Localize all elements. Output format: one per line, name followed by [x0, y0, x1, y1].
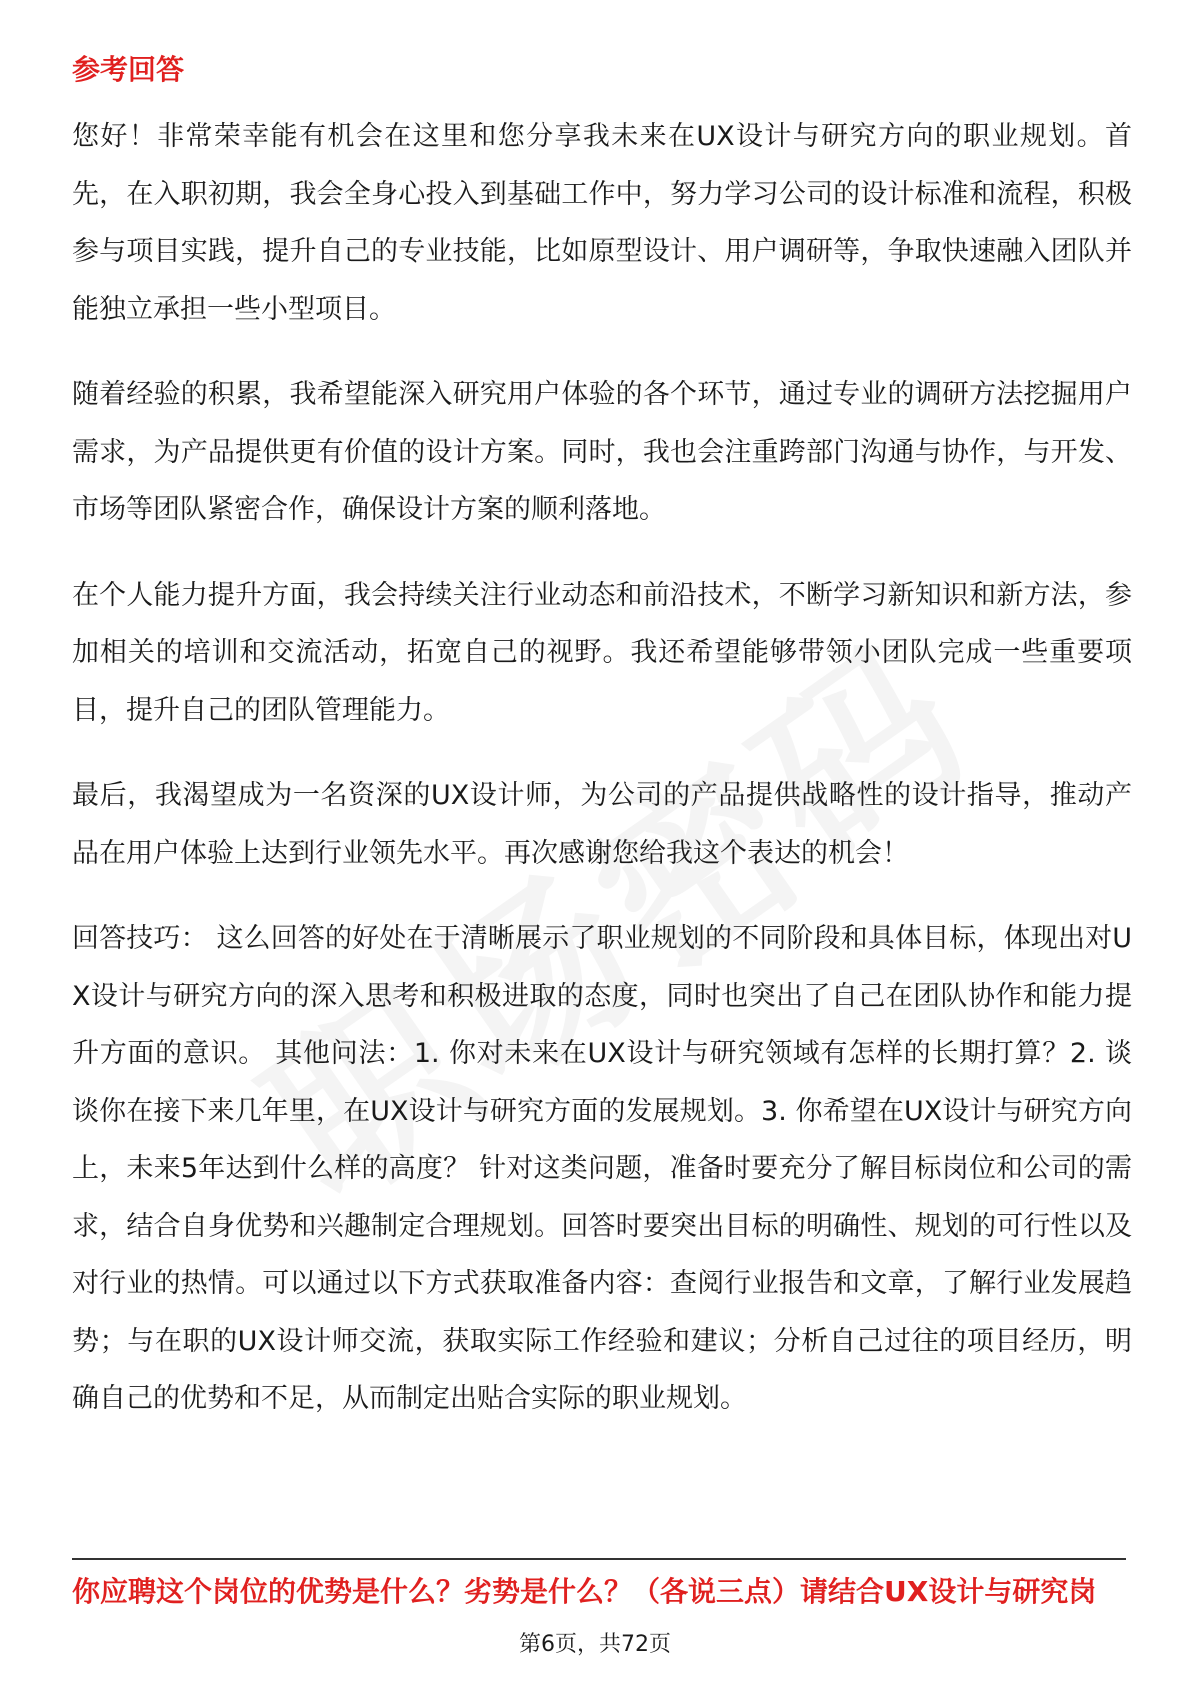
answer-section [72, 50, 1132, 1456]
paragraph-intro: 您好！非常荣幸能有机会在这里和您分享我未来在UX设计与研究方向的职业规划。首先，在入职初期，我会全身心投入到基础工作中，努力学习公司的设计标准和流程，积极参与项目实践，提升自己的专业技能，比如原型设计、用户调研等，争取快速融入团队并能独立承担一些小型项目。 [72, 121, 1132, 325]
paragraph-ability: 在个人能力提升方面，我会持续关注行业动态和前沿技术，不断学习新知识和新方法，参加相关的培训和交流活动，拓宽自己的视野。我还希望能够带领小团队完成一些重要项目，提升自己的团队管理能力。 [72, 579, 1132, 726]
page-number: 第6页，共72页 [519, 1632, 671, 1657]
next-question-title: 你应聘这个岗位的优势是什么？劣势是什么？（各说三点）请结合UX设计与研究岗 [72, 1575, 1097, 1608]
paragraph-tips: 回答技巧： 这么回答的好处在于清晰展示了职业规划的不同阶段和具体目标，体现出对UX设计与研究方向的深入思考和积极进取的态度，同时也突出了自己在团队协作和能力提升方面的意识。 其他问法：1. 你对未来在UX设计与研究领域有怎样的长期打算？2. 谈谈你在接下来几年里，在UX设计与研究方面的发展规划。3. 你希望在UX设计与研究方向上，未来5年达到什么样的高度？ 针对这类问题，准备时要充分了解目标岗位和公司的需求，结合自身优势和兴趣制定合理规划。回答时要突出目标的明确性、规划的可行性以及对行业的热情。可以通过以下方式获取准备内容：查阅行业报告和文章，了解行业发展趋势；与在职的UX设计师交流，获取实际工作经验和建议；分析自己过往的项目经历，明确自己的优势和不足，从而制定出贴合实际的职业规划。 [72, 923, 1132, 1414]
paragraph-growth: 随着经验的积累，我希望能深入研究用户体验的各个环节，通过专业的调研方法挖掘用户需求，为产品提供更有价值的设计方案。同时，我也会注重跨部门沟通与协作，与开发、市场等团队紧密合作，确保设计方案的顺利落地。 [72, 379, 1132, 525]
paragraph-goal: 最后，我渴望成为一名资深的UX设计师，为公司的产品提供战略性的设计指导，推动产品在用户体验上达到行业领先水平。再次感谢您给我这个表达的机会！ [72, 780, 1132, 869]
divider [72, 1558, 1126, 1560]
section-heading: 参考回答 [72, 53, 185, 86]
